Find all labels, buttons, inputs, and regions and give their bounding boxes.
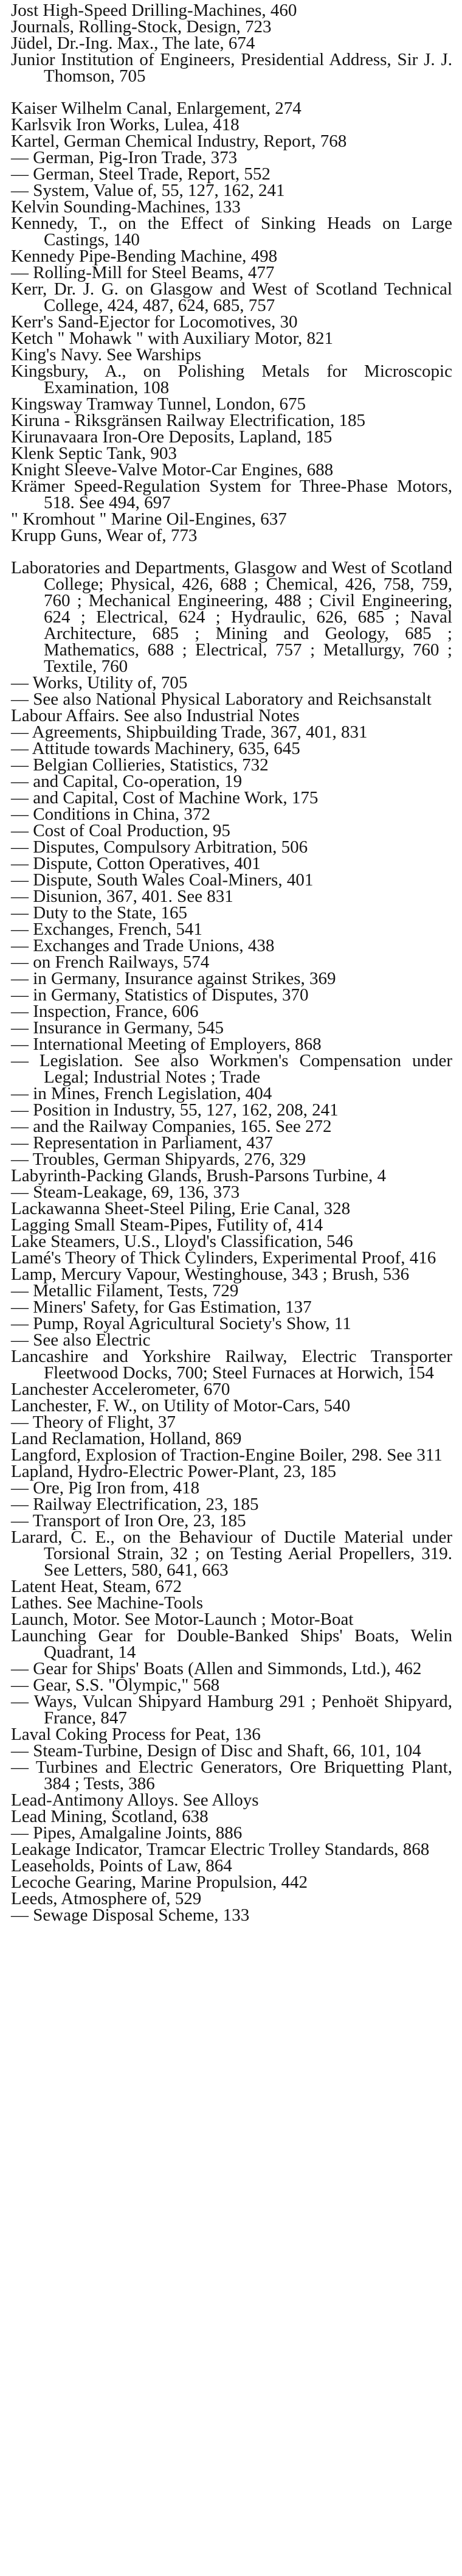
index-entry: Karlsvik Iron Works, Lulea, 418: [11, 115, 240, 134]
index-entry: Larard, C. E., on the Behaviour of Ductile Material under Torsional Strain, 32 ; on Testing Aerial Propellers, 319. See Letters, 580, 641, 663: [11, 1527, 452, 1580]
index-entry: Jost High-Speed Drilling-Machines, 460: [11, 1, 297, 20]
index-entry: — Rolling-Mill for Steel Beams, 477: [11, 263, 275, 282]
index-entry: — Ways, Vulcan Shipyard Hamburg 291 ; Penhoët Shipyard, France, 847: [11, 1692, 452, 1728]
index-entry: — Disunion, 367, 401. See 831: [11, 887, 233, 906]
index-entry: — Duty to the State, 165: [11, 903, 187, 923]
index-entry: Lamé's Theory of Thick Cylinders, Experimental Proof, 416: [11, 1248, 436, 1268]
index-entry: — and Capital, Cost of Machine Work, 175: [11, 788, 319, 808]
index-entry: Kingsway Tramway Tunnel, London, 675: [11, 394, 306, 414]
index-entry: — See also Electric: [11, 1330, 151, 1350]
index-entry: — Dispute, South Wales Coal-Miners, 401: [11, 870, 314, 890]
index-entry: — Ore, Pig Iron from, 418: [11, 1478, 200, 1498]
index-entry: Leeds, Atmosphere of, 529: [11, 1889, 202, 1908]
index-entry: — Cost of Coal Production, 95: [11, 821, 230, 840]
index-entry: — Turbines and Electric Generators, Ore Briquetting Plant, 384 ; Tests, 386: [11, 1757, 452, 1793]
index-entry: Ketch " Mohawk " with Auxiliary Motor, 821: [11, 329, 333, 348]
index-entry: Langford, Explosion of Traction-Engine Boiler, 298. See 311: [11, 1445, 443, 1465]
index-entry: Lanchester, F. W., on Utility of Motor-Cars, 540: [11, 1396, 351, 1415]
index-entry: — Sewage Disposal Scheme, 133: [11, 1905, 250, 1925]
index-entry: — in Mines, French Legislation, 404: [11, 1084, 272, 1103]
index-entry: — and Capital, Co-operation, 19: [11, 772, 243, 791]
index-entry: Kiruna - Riksgränsen Railway Electrification, 185: [11, 411, 366, 430]
index-entry: King's Navy. See Warships: [11, 345, 201, 365]
index-entry: — Pipes, Amalgaline Joints, 886: [11, 1823, 243, 1843]
index-entry: — Conditions in China, 372: [11, 805, 210, 824]
index-entry: Kennedy Pipe-Bending Machine, 498: [11, 246, 278, 266]
index-entry: — International Meeting of Employers, 868: [11, 1035, 322, 1054]
index-entry: — Gear for Ships' Boats (Allen and Simmonds, Ltd.), 462: [11, 1659, 422, 1678]
index-entry: — Troubles, German Shipyards, 276, 329: [11, 1150, 306, 1169]
index-entry: Labyrinth-Packing Glands, Brush-Parsons Turbine, 4: [11, 1166, 387, 1185]
index-entry: — German, Steel Trade, Report, 552: [11, 164, 271, 184]
index-entry: — and the Railway Companies, 165. See 272: [11, 1117, 332, 1136]
index-entry: — Railway Electrification, 23, 185: [11, 1495, 259, 1514]
index-entry: — on French Railways, 574: [11, 952, 210, 972]
index-entry: — Position in Industry, 55, 127, 162, 208, 241: [11, 1100, 339, 1120]
index-entry: — Disputes, Compulsory Arbitration, 506: [11, 837, 308, 857]
index-entry: Kerr's Sand-Ejector for Locomotives, 30: [11, 312, 298, 332]
index-entry: — Inspection, France, 606: [11, 1002, 199, 1021]
index-entry: Lamp, Mercury Vapour, Westinghouse, 343 ; Brush, 536: [11, 1265, 410, 1284]
index-entry: Kennedy, T., on the Effect of Sinking Heads on Large Castings, 140: [11, 214, 452, 250]
index-entry: — in Germany, Insurance against Strikes, 369: [11, 969, 336, 988]
index-entry: Latent Heat, Steam, 672: [11, 1577, 182, 1596]
index-entry: — Metallic Filament, Tests, 729: [11, 1281, 239, 1300]
index-entry: — Gear, S.S. "Olympic," 568: [11, 1675, 220, 1695]
index-entry: Kirunavaara Iron-Ore Deposits, Lapland, 185: [11, 427, 333, 447]
index-entry: — Steam-Leakage, 69, 136, 373: [11, 1182, 240, 1202]
index-entry: Kaiser Wilhelm Canal, Enlargement, 274: [11, 99, 302, 118]
index-entry: — Pump, Royal Agricultural Society's Show, 11: [11, 1314, 351, 1333]
index-entry: Lathes. See Machine-Tools: [11, 1593, 204, 1613]
index-entry: — Theory of Flight, 37: [11, 1412, 176, 1432]
index-entry: Lancashire and Yorkshire Railway, Electric Transporter Fleetwood Docks, 700; Steel Furnaces at Horwich, 154: [11, 1347, 452, 1383]
index-entry: Kingsbury, A., on Polishing Metals for Microscopic Examination, 108: [11, 361, 452, 397]
index-entry: Krupp Guns, Wear of, 773: [11, 526, 198, 545]
index-entry: Leaseholds, Points of Law, 864: [11, 1856, 232, 1876]
index-entry: — Attitude towards Machinery, 635, 645: [11, 739, 300, 758]
index-entry: Lead Mining, Scotland, 638: [11, 1807, 209, 1826]
index-entry: Launch, Motor. See Motor-Launch ; Motor-Boat: [11, 1610, 354, 1629]
index-entry: Laboratories and Departments, Glasgow and West of Scotland College; Physical, 426, 688 ; Chemical, 426, 758, 759, 760 ; Mechanical Engineering, 488 ; Civil Engineering, 624 ; Electrical, 624 ; Hydraulic, 626, 685 ; Naval Architecture, 685 ; Mining and Geology, 685 ; Mathematics, 688 ; Electrical, 757 ; Metallurgy, 760 ; Textile, 760: [11, 558, 452, 676]
index-entry: — Works, Utility of, 705: [11, 673, 188, 693]
index-entry: Knight Sleeve-Valve Motor-Car Engines, 688: [11, 460, 334, 480]
index-entry: — Steam-Turbine, Design of Disc and Shaft, 66, 101, 104: [11, 1741, 421, 1761]
index-entry: Kerr, Dr. J. G. on Glasgow and West of Scotland Technical College, 424, 487, 624, 685, 757: [11, 279, 452, 315]
index-entry: Krämer Speed-Regulation System for Three-Phase Motors, 518. See 494, 697: [11, 476, 452, 512]
index-entry: Launching Gear for Double-Banked Ships' Boats, Welin Quadrant, 14: [11, 1626, 452, 1662]
index-entry: — Representation in Parliament, 437: [11, 1133, 273, 1153]
index-entry: — Agreements, Shipbuilding Trade, 367, 401, 831: [11, 722, 368, 742]
index-entry: — Exchanges, French, 541: [11, 920, 202, 939]
index-entry: — Miners' Safety, for Gas Estimation, 137: [11, 1297, 312, 1317]
index-entry: Labour Affairs. See also Industrial Notes: [11, 706, 300, 725]
index-entry: — in Germany, Statistics of Disputes, 370: [11, 985, 309, 1005]
index-entry: — System, Value of, 55, 127, 162, 241: [11, 181, 285, 200]
index-entry: Leakage Indicator, Tramcar Electric Trolley Standards, 868: [11, 1840, 430, 1859]
index-entry: " Kromhout " Marine Oil-Engines, 637: [11, 509, 287, 529]
index-entry: Laval Coking Process for Peat, 136: [11, 1725, 261, 1744]
index-entry: Lackawanna Sheet-Steel Piling, Erie Canal, 328: [11, 1199, 351, 1218]
index-entry: Lapland, Hydro-Electric Power-Plant, 23, 185: [11, 1462, 336, 1481]
index-entry: Lagging Small Steam-Pipes, Futility of, 414: [11, 1215, 323, 1235]
index-entry: — See also National Physical Laboratory and Reichsanstalt: [11, 689, 432, 709]
index-entry: Klenk Septic Tank, 903: [11, 444, 177, 463]
index-entry: — Transport of Iron Ore, 23, 185: [11, 1511, 246, 1531]
index-entry: Lake Steamers, U.S., Lloyd's Classification, 546: [11, 1232, 353, 1251]
index-entry: — German, Pig-Iron Trade, 373: [11, 148, 238, 167]
index-entry: Land Reclamation, Holland, 869: [11, 1429, 242, 1448]
index-entry: — Dispute, Cotton Operatives, 401: [11, 854, 261, 873]
index-entry: — Belgian Collieries, Statistics, 732: [11, 755, 269, 775]
index-entry: — Exchanges and Trade Unions, 438: [11, 936, 275, 955]
index-entry: — Insurance in Germany, 545: [11, 1018, 224, 1038]
index-entry: Journals, Rolling-Stock, Design, 723: [11, 17, 272, 37]
index-entry: Lanchester Accelerometer, 670: [11, 1380, 230, 1399]
index-entry: Lecoche Gearing, Marine Propulsion, 442: [11, 1873, 308, 1892]
index-entry: Jüdel, Dr.-Ing. Max., The late, 674: [11, 33, 255, 53]
index-entry: Kartel, German Chemical Industry, Report, 768: [11, 131, 347, 151]
index-entry: — Legislation. See also Workmen's Compensation under Legal; Industrial Notes ; Trade: [11, 1051, 452, 1087]
index-entry: Kelvin Sounding-Machines, 133: [11, 197, 241, 217]
index-entry: Junior Institution of Engineers, Presidential Address, Sir J. J. Thomson, 705: [11, 50, 452, 86]
index-entry: Lead-Antimony Alloys. See Alloys: [11, 1790, 259, 1810]
